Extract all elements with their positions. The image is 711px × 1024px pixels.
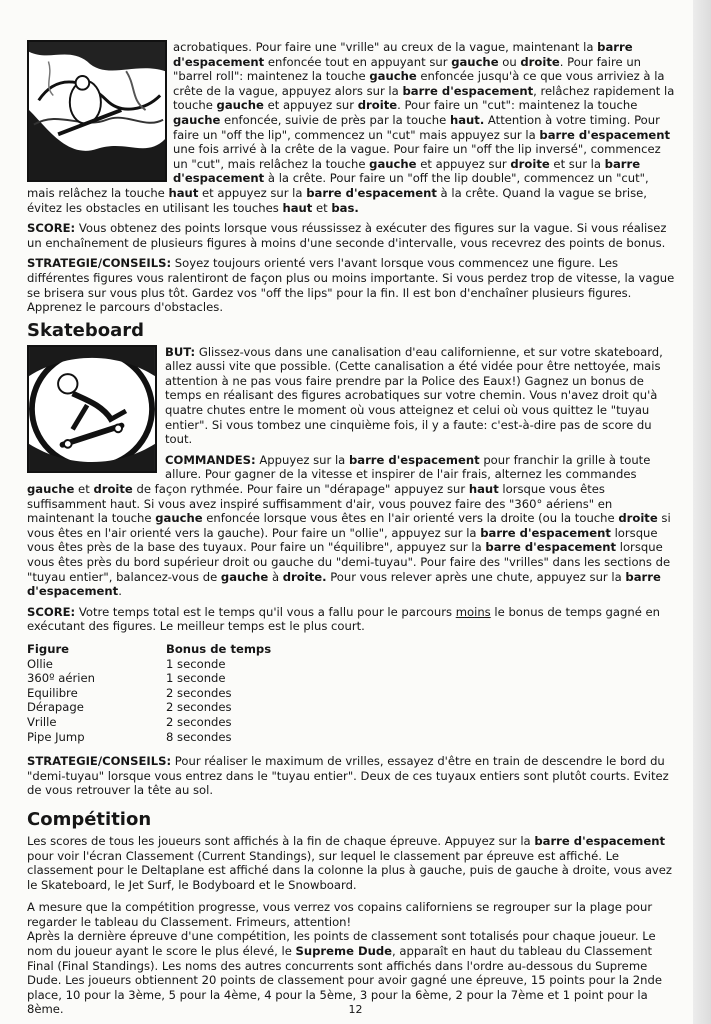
text-run: . Pour faire un "barrel roll": maintenez la touche [173, 54, 642, 84]
text-run: enfoncée tout en appuyant sur [264, 54, 452, 69]
skateboard-illustration [27, 345, 157, 473]
text-run: à [268, 569, 283, 584]
text-run: Supreme Dude [295, 944, 393, 959]
skate-strategy-paragraph [27, 754, 677, 798]
competition-beach-paragraph [27, 900, 677, 929]
text-run: A mesure que la compétition progresse, vous verrez vos copains californiens se regrouper sur la plage pour regarder le tableau du Classement. Frimeurs, attention! [27, 900, 653, 929]
text-run: , apparaît en haut du tableau du Classement Final (Final Standings). Les noms des autres concurrents sont affichés dans l'ordre au-dessous du Supreme Dude. Les joueurs obtiennent 20 points de classement pour avoir gagné une épreuve, 15 points pour la 2nde place, 10 pour la 3ème, 5 pour la 4ème, 4 pour la 5ème, 3 pour la 6ème, 2 pour la 7ème et 1 point pour la 8ème. [27, 944, 663, 1017]
text-run: BUT: [165, 344, 196, 359]
text-run: gauche [220, 569, 269, 584]
bonus-cell: 2 secondes [166, 714, 232, 729]
text-run: barre d'espacement [534, 833, 666, 848]
time-bonus-table [27, 642, 677, 744]
text-run: barre d'espacement [539, 127, 671, 142]
text-run: ou [498, 54, 521, 69]
bonus-column [166, 642, 366, 744]
text-run: enfoncée, suivie de près par la touche [220, 112, 450, 127]
text-run: barre d'espacement [402, 83, 534, 98]
text-run: barre d'espacement [348, 452, 480, 467]
text-run: Vous obtenez des points lorsque vous réussissez à exécuter des figures sur la vague. Si vous réalisez un enchaînement de plusieurs figures à moins d'une seconde d'intervalle, vous recevrez des points de bonus. [27, 221, 667, 250]
figure-cell: Vrille [27, 714, 57, 729]
figure-cell: Pipe Jump [27, 729, 85, 744]
text-run: droite [357, 98, 398, 113]
text-run: haut [168, 185, 199, 200]
surf-score-paragraph [27, 221, 677, 250]
text-run: gauche [173, 112, 221, 127]
text-run: gauche [369, 69, 417, 84]
text-run: et appuyez sur [263, 98, 358, 113]
text-run: pour voir l'écran Classement (Current Standings), sur lequel le classement par épreuve est affiché. Le classement pour le Deltaplane est affiché dans la colonne la plus à gauche, puis de gauche à droite, vous avez le Skateboard, le Jet Surf, le Bodyboard et le Snowboard. [27, 848, 673, 892]
text-run: droite. [282, 569, 327, 584]
text-run: . Pour faire un "cut": maintenez la touche [397, 98, 638, 113]
text-run: haut [468, 482, 499, 497]
text-run: à la crête. Pour faire un "off the lip double", commencez un "cut", mais relâchez la touche [27, 171, 649, 200]
text-run: barre d'espacement [306, 185, 437, 200]
text-run: barre d'espacement [27, 569, 661, 599]
manual-page [27, 40, 677, 1023]
text-run: et sur la [549, 156, 605, 171]
text-run: et appuyez sur [416, 156, 511, 171]
text-run: barre d'espacement [485, 540, 617, 555]
bonus-cell: 2 secondes [166, 700, 232, 715]
text-run: . [118, 584, 122, 599]
text-run: STRATEGIE/CONSEILS: [27, 256, 172, 271]
adjacent-page-edge [693, 0, 711, 1024]
bonus-cell: 1 seconde [166, 656, 226, 671]
figure-cell: Equilibre [27, 685, 78, 700]
text-run: droite [520, 54, 560, 69]
text-run: droite [510, 156, 550, 171]
text-run: , relâchez rapidement la touche [173, 83, 675, 113]
figure-cell: Ollie [27, 656, 53, 671]
text-run: STRATEGIE/CONSEILS: [27, 754, 172, 769]
figure-cell: 360º aérien [27, 671, 95, 686]
text-run: gauche [451, 54, 499, 69]
text-run: une fois arrivé à la crête de la vague. Pour faire un "off the lip inversé", commencez un "cut", mais relâchez la touche [173, 142, 661, 171]
skateboard-heading: Skateboard [27, 319, 145, 341]
text-run: enfoncée lorsque vous êtes en l'air orienté vers la droite (ou la touche [202, 511, 619, 526]
text-run: droite [618, 511, 658, 526]
bonus-cell: 8 secondes [166, 729, 232, 744]
surf-strategy-paragraph [27, 256, 677, 314]
text-run: à la crête. Quand la vague se brise, évitez les obstacles en utilisant les touches [27, 185, 647, 215]
text-run: barre d'espacement [173, 40, 633, 69]
text-run: Votre temps total est le temps qu'il vous a fallu pour le parcours [75, 604, 456, 619]
surf-wave-illustration [27, 40, 167, 182]
bonus-cell: 1 seconde [166, 671, 226, 686]
text-run: acrobatiques. Pour faire une "vrille" au creux de la vague, maintenant la [173, 40, 598, 54]
bonus-cell: 2 secondes [166, 685, 232, 700]
text-run: bas. [331, 200, 359, 215]
text-run: Soyez toujours orienté vers l'avant lorsque vous commencez une figure. Les différentes figures vous ralentiront de façon plus ou moins importante. Si vous perdez trop de vitesse, la vague se brisera sur vous plus tôt. Gardez vos "off the lips" pour la fin. Il est bon d'enchaîner plusieurs figures. Apprenez le parcours d'obstacles. [27, 256, 675, 315]
text-run: Après la dernière épreuve d'une compétition, les points de classement sont totalisés pour chaque joueur. Le nom du joueur ayant le score le plus élevé, le [27, 929, 656, 959]
text-run: gauche [216, 98, 264, 113]
text-run: Glissez-vous dans une canalisation d'eau californienne, et sur votre skateboard, allez aussi vite que possible. (Cette canalisation a été vidée pour être nettoyée, mais attention à ne pas vous faire prendre par la Police des Eaux!) Gagnez un bonus de temps en réalisant des figures acrobatiques sur votre chemin. Vous n'avez droit qu'à quatre chutes entre le moment où vous atteignez et celui où vous quittez le "tuyau entier". Si vous tombez une cinquième fois, il y a faute: c'est-à-dire pas de score du tout. [165, 344, 663, 447]
figure-column-header: Figure [27, 641, 70, 656]
text-run: COMMANDES: [165, 452, 256, 467]
text-run: et appuyez sur la [198, 185, 307, 200]
text-run: et [74, 482, 94, 497]
figure-cell: Dérapage [27, 700, 84, 715]
text-run: moins [455, 604, 491, 619]
text-run: haut [282, 200, 313, 215]
text-run: gauche [27, 482, 75, 497]
text-run: Attention à votre timing. Pour faire un "off the lip", commencez un "cut" mais appuyez sur la [173, 112, 660, 142]
text-run: pour franchir la grille à toute allure. Pour gagner de la vitesse et inspirer de l'air frais, alternez les commandes [165, 452, 651, 482]
text-run: de façon rythmée. Pour faire un "dérapage" appuyez sur [132, 482, 469, 497]
text-run: le bonus de temps gagné en exécutant des figures. Le meilleur temps est le plus court. [27, 604, 661, 634]
text-run: enfoncée jusqu'à ce que vous arriviez à la crête de la vague, appuyez alors sur la [173, 69, 665, 98]
text-run: lorsque vous êtes près du bord supérieur droit ou gauche du "demi-tuyau". Pour faire des "vrilles" dans les sections de "tuyau entier", balancez-vous de [27, 540, 671, 584]
text-run: SCORE: [27, 604, 76, 619]
text-run: gauche [369, 156, 417, 171]
text-run: SCORE: [27, 221, 76, 236]
text-run: et [312, 200, 332, 215]
text-run: lorsque vous êtes près de la base des tuyaux. Pour faire un "équilibre", appuyez sur la [27, 525, 658, 555]
text-run: droite [93, 482, 133, 497]
text-run: lorsque vous êtes suffisamment haut. Si vous avez inspiré suffisamment d'air, vous pouvez faire des "360° aériens" en maintenant la touche [27, 482, 613, 526]
page-number: 12 [348, 1003, 363, 1016]
figure-column [27, 642, 166, 744]
text-run: haut. [449, 112, 485, 127]
text-run: Pour vous relever après une chute, appuyez sur la [326, 569, 626, 584]
text-run: Les scores de tous les joueurs sont affichés à la fin de chaque épreuve. Appuyez sur la [27, 833, 535, 848]
skate-score-paragraph [27, 605, 677, 634]
text-run: barre d'espacement [173, 156, 641, 186]
bonus-column-header: Bonus de temps [166, 641, 272, 656]
text-run: gauche [155, 511, 203, 526]
competition-standings-paragraph [27, 834, 677, 892]
text-run: barre d'espacement [480, 525, 611, 540]
competition-heading: Compétition [27, 808, 152, 830]
skate-controls-paragraph [27, 453, 677, 599]
text-run: Pour réaliser le maximum de vrilles, essayez d'être en train de descendre le bord du "demi-tuyau" lorsque vous entrez dans le "tuyau entier". Deux de ces tuyaux entiers sont plutôt courts. Evitez de vous retrouver la tête au sol. [27, 754, 669, 798]
text-run: Appuyez sur la [255, 452, 349, 467]
text-run: si vous êtes en l'air orienté vers la gauche). Pour faire un "ollie", appuyez sur la [27, 511, 671, 540]
